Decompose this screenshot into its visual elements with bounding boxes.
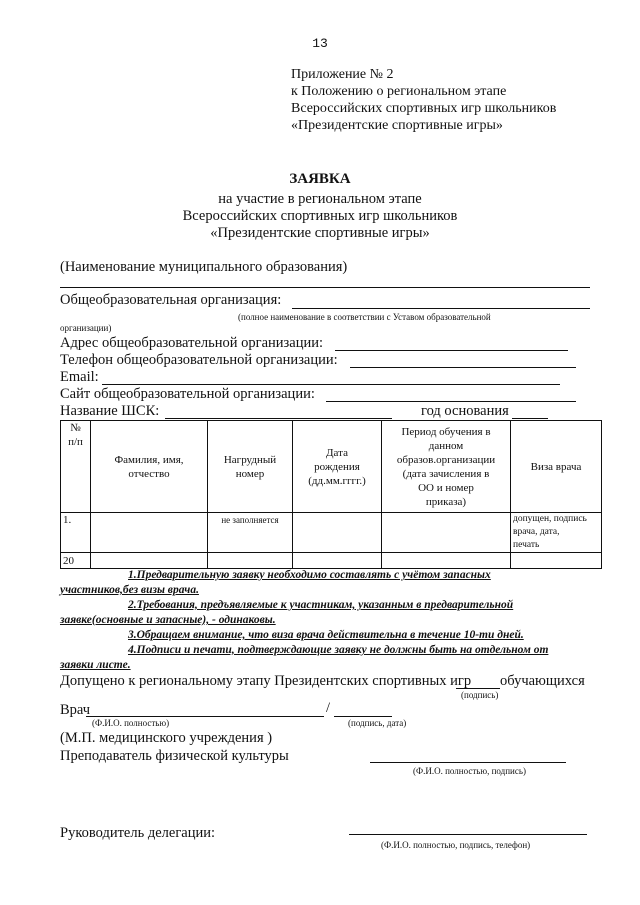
teacher-hint: (Ф.И.О. полностью, подпись) bbox=[413, 766, 526, 776]
founded-line[interactable] bbox=[512, 418, 548, 419]
title-line-2: Всероссийских спортивных игр школьников bbox=[182, 208, 458, 224]
note-3: 3.Обращаем внимание, что виза врача действительна в течение 10-ти дней. bbox=[128, 629, 524, 641]
doctor-name-hint: (Ф.И.О. полностью) bbox=[92, 718, 170, 728]
page-number: 13 bbox=[312, 36, 328, 51]
annex-line-1: Приложение № 2 bbox=[291, 67, 394, 82]
note-2a: 2.Требования, предъявляемые к участникам, указанным в предварительной bbox=[128, 599, 514, 611]
doctor-sign-line[interactable] bbox=[334, 716, 392, 717]
header-name: Фамилия, имя, отчество bbox=[91, 421, 208, 513]
row20-num: 20 bbox=[61, 553, 91, 569]
phone-label: Телефон общеобразовательной организации: bbox=[60, 352, 338, 368]
note-1b: участников,без визы врача. bbox=[60, 584, 199, 596]
site-label: Сайт общеобразовательной организации: bbox=[60, 386, 315, 402]
title-line-3: «Президентские спортивные игры» bbox=[210, 225, 430, 241]
doctor-name-line[interactable] bbox=[86, 716, 324, 717]
org-line[interactable] bbox=[292, 308, 590, 309]
row1-dob[interactable] bbox=[293, 513, 382, 553]
row20-dob[interactable] bbox=[293, 553, 382, 569]
municipality-line[interactable] bbox=[60, 287, 590, 288]
club-line[interactable] bbox=[165, 418, 392, 419]
note-2b: заявке(основные и запасные), - одинаковы. bbox=[60, 614, 276, 626]
head-hint: (Ф.И.О. полностью, подпись, телефон) bbox=[381, 840, 531, 850]
admission-text: Допущено к региональному этапу Президентских спортивных игр bbox=[60, 673, 472, 689]
org-hint: (полное наименование в соответствии с Уставом образовательной bbox=[238, 312, 491, 322]
admission-count-line[interactable] bbox=[456, 688, 500, 689]
head-label: Руководитель делегации: bbox=[60, 825, 216, 841]
doctor-slash: / bbox=[326, 700, 331, 716]
annex-block bbox=[291, 66, 556, 134]
header-bib: Нагрудный номер bbox=[208, 421, 293, 513]
row20-visa[interactable] bbox=[511, 553, 602, 569]
table-row bbox=[61, 553, 602, 569]
row20-name[interactable] bbox=[91, 553, 208, 569]
row1-period[interactable] bbox=[382, 513, 511, 553]
medical-stamp-label: (М.П. медицинского учреждения ) bbox=[60, 730, 273, 746]
note-4b: заявки листе. bbox=[60, 659, 131, 671]
phone-line[interactable] bbox=[350, 367, 576, 368]
email-line[interactable] bbox=[102, 384, 560, 385]
org-label: Общеобразовательная организация: bbox=[60, 292, 282, 308]
header-num: № п/п bbox=[61, 421, 91, 513]
doctor-sign-hint: (подпись, дата) bbox=[348, 718, 407, 728]
founded-label: год основания bbox=[421, 403, 509, 419]
header-visa: Виза врача bbox=[511, 421, 602, 513]
club-label: Название ШСК: bbox=[60, 403, 160, 419]
teacher-line[interactable] bbox=[370, 762, 566, 763]
address-label: Адрес общеобразовательной организации: bbox=[60, 335, 323, 351]
org-hint-2: организации) bbox=[60, 323, 112, 333]
note-1a: 1.Предварительную заявку необходимо составлять с учётом запасных bbox=[128, 569, 491, 581]
municipality-label: (Наименование муниципального образования) bbox=[60, 259, 348, 275]
annex-line-4: «Президентские спортивные игры» bbox=[291, 118, 503, 133]
doctor-label: Врач bbox=[60, 702, 91, 718]
header-dob: Дата рождения (дд.мм.гггг.) bbox=[293, 421, 382, 513]
row20-bib[interactable] bbox=[208, 553, 293, 569]
site-line[interactable] bbox=[326, 401, 576, 402]
annex-line-3: Всероссийских спортивных игр школьников bbox=[291, 101, 557, 116]
document-title: ЗАЯВКА bbox=[289, 171, 351, 187]
title-line-1: на участие в региональном этапе bbox=[218, 191, 422, 207]
row20-period[interactable] bbox=[382, 553, 511, 569]
head-line[interactable] bbox=[349, 834, 587, 835]
email-label: Email: bbox=[60, 369, 99, 385]
table-header-row bbox=[61, 421, 602, 513]
note-4a: 4.Подписи и печати, подтверждающие заявку не должны быть на отдельном от bbox=[128, 644, 549, 656]
admission-suffix: обучающихся bbox=[500, 673, 585, 689]
header-period: Период обучения в данном образов.организации (дата зачисления в ОО и номер приказа) bbox=[382, 421, 511, 513]
annex-line-2: к Положению о региональном этапе bbox=[291, 84, 507, 99]
row1-name[interactable] bbox=[91, 513, 208, 553]
admission-sign-hint: (подпись) bbox=[461, 690, 499, 700]
table-row bbox=[61, 513, 602, 553]
address-line[interactable] bbox=[335, 350, 568, 351]
participants-table bbox=[60, 420, 602, 569]
teacher-label: Преподаватель физической культуры bbox=[60, 748, 289, 764]
row1-visa: допущен, подпись врача, дата, печать bbox=[511, 513, 602, 553]
row1-bib: не заполняется bbox=[208, 513, 293, 553]
row1-num: 1. bbox=[61, 513, 91, 553]
